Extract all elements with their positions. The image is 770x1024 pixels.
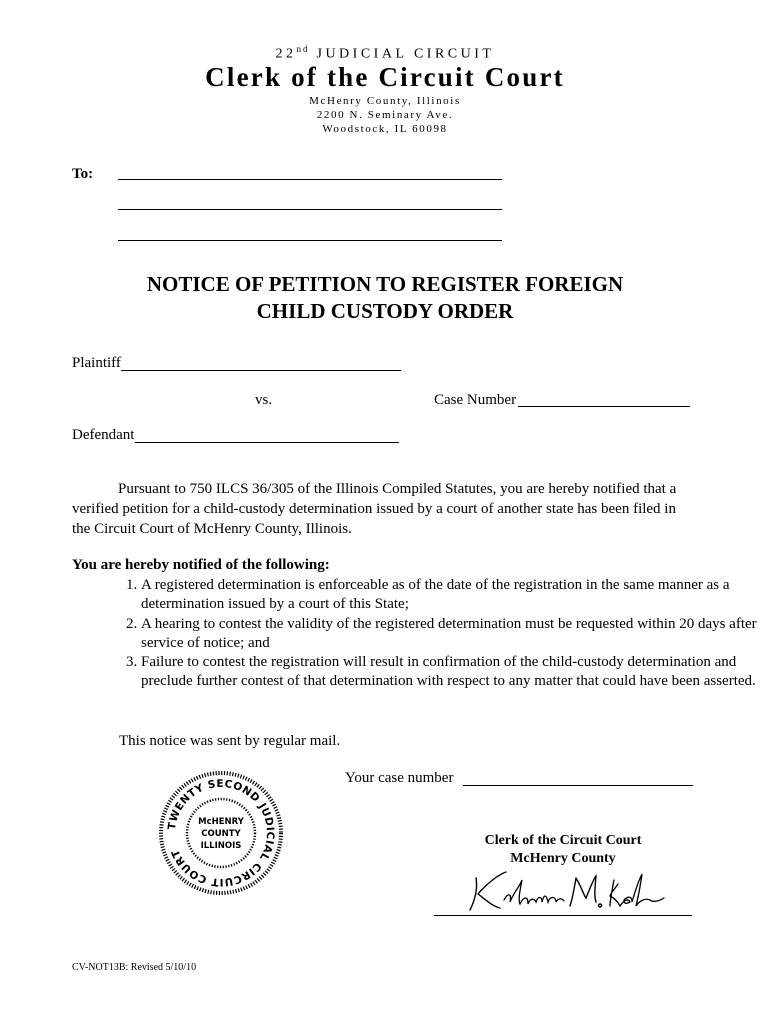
svg-text:ILLINOIS: ILLINOIS	[200, 841, 242, 851]
sent-note: This notice was sent by regular mail.	[119, 733, 341, 749]
notice-title	[0, 271, 770, 325]
address-line-1: McHenry County, Illinois	[309, 95, 461, 107]
vs-label: vs.	[255, 392, 273, 408]
address-line-2: 2200 N. Seminary Ave.	[316, 109, 454, 121]
body-paragraph	[72, 479, 692, 539]
notice-title-line-1: NOTICE OF PETITION TO REGISTER FOREIGN	[146, 272, 624, 296]
signature-line	[434, 915, 692, 916]
notified-heading: You are hereby notified of the following:	[72, 557, 330, 573]
defendant-label: Defendant	[72, 427, 135, 443]
list-item: 3. Failure to contest the registration will result in confirmation of the child-custody determination and preclude further contest of that determination with respect to any matter that could have been asserted.	[141, 653, 761, 692]
to-line-2[interactable]	[118, 209, 502, 210]
to-line-3[interactable]	[118, 240, 502, 241]
list-item: 2. A hearing to contest the validity of the registered determination must be requested within 20 days after service of notice; and	[141, 615, 761, 654]
circuit-suffix: nd	[296, 44, 310, 54]
svg-text:COUNTY: COUNTY	[201, 829, 241, 839]
your-case-label: Your case number	[345, 770, 454, 786]
plaintiff-field[interactable]	[121, 370, 401, 371]
clerk-title: Clerk of the Circuit Court	[484, 833, 642, 848]
svg-text:McHENRY: McHENRY	[198, 817, 244, 827]
list-item: 1. A registered determination is enforceable as of the date of the registration in the same manner as a determination issued by a court of this State;	[141, 576, 761, 615]
plaintiff-label: Plaintiff	[72, 355, 121, 371]
to-line-1[interactable]	[118, 179, 502, 180]
case-number-label: Case Number	[434, 392, 517, 408]
defendant-field[interactable]	[135, 442, 399, 443]
clerk-county: McHenry County	[510, 851, 616, 866]
to-label: To:	[72, 166, 94, 182]
court-seal	[158, 770, 284, 896]
form-footer: CV-NOT13B: Revised 5/10/10	[72, 962, 197, 973]
notified-list	[72, 576, 761, 692]
case-number-field[interactable]	[518, 406, 690, 407]
svg-text:TWENTY SECOND JUDICIAL CIRCUIT: TWENTY SECOND JUDICIAL CIRCUIT COURT	[166, 777, 277, 889]
court-title: Clerk of the Circuit Court	[205, 62, 565, 92]
body-paragraph-text: Pursuant to 750 ILCS 36/305 of the Illinois Compiled Statutes, you are hereby notified that a verified petition for a child-custody determination issued by a court of another state has been filed in the Circuit Court of McHenry County, Illinois.	[72, 481, 677, 537]
address-line-3: Woodstock, IL 60098	[322, 123, 448, 135]
handwritten-signature	[448, 860, 678, 918]
notice-title-line-2: CHILD CUSTODY ORDER	[256, 299, 514, 323]
your-case-field[interactable]	[463, 785, 693, 786]
circuit-name: JUDICIAL CIRCUIT	[316, 46, 495, 62]
circuit-number: 22	[275, 46, 297, 62]
circuit-heading	[0, 44, 770, 63]
